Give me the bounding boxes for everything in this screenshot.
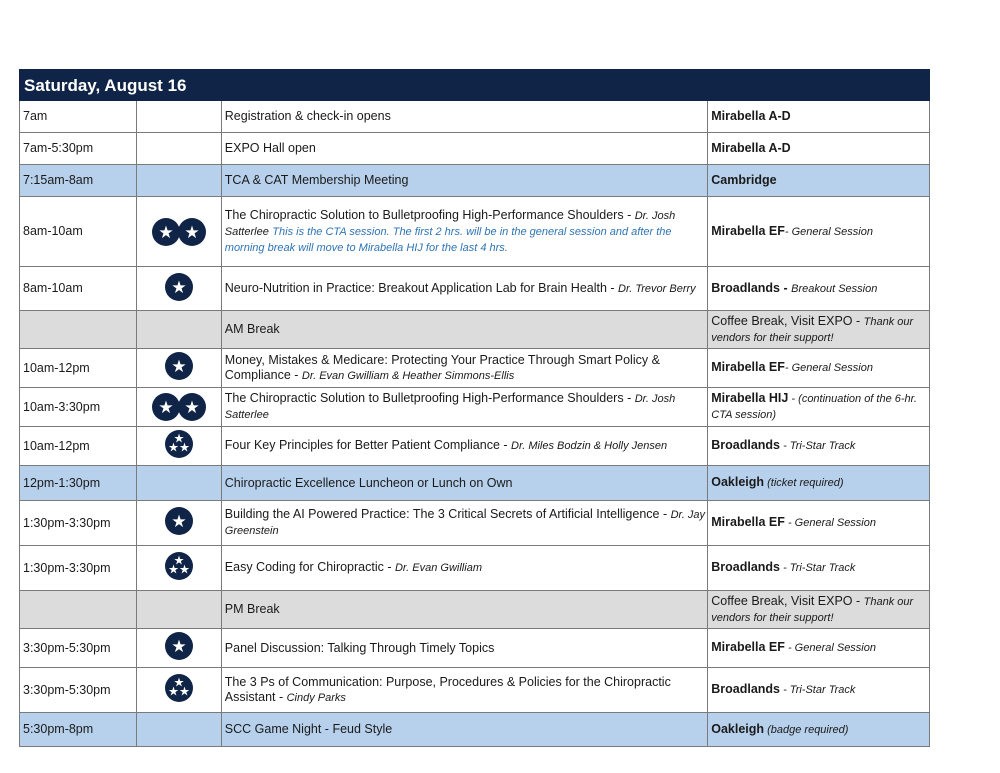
room-cell [708, 349, 930, 387]
time-text: 3:30pm-5:30pm [23, 640, 111, 655]
double-star-icon [152, 218, 206, 246]
room-detail: Thank our vendors for their support! [711, 595, 914, 624]
room-text [711, 360, 873, 376]
room-cell [708, 101, 930, 132]
session-speaker: Cindy Parks [286, 691, 346, 704]
session-title: Chiropractic Excellence Luncheon or Lunch on Own [224, 475, 513, 490]
track-icon-cell [137, 629, 222, 667]
time-text: 10am-3:30pm [23, 399, 101, 414]
session-cell [222, 165, 708, 196]
room-name: Mirabella EF [711, 640, 785, 654]
session-cell [222, 388, 708, 426]
session-title: Neuro-Nutrition in Practice: Breakout Application Lab for Brain Health - [224, 280, 619, 295]
session-cell [222, 466, 708, 500]
track-icon-cell [137, 466, 222, 500]
track-icon-cell [137, 713, 222, 746]
room-detail: - General Session [784, 225, 873, 238]
time-text: 10am-12pm [23, 360, 90, 375]
schedule-row [19, 165, 930, 197]
time-cell [20, 466, 137, 500]
room-text [711, 141, 790, 156]
time-text: 8am-10am [23, 224, 83, 238]
track-icon-cell [137, 668, 222, 712]
single-star-icon [165, 273, 193, 305]
session-cell [222, 267, 708, 310]
room-name: Broadlands - [711, 280, 792, 295]
session-text [225, 476, 513, 491]
room-text [711, 722, 848, 738]
single-star-icon [165, 632, 193, 664]
session-cell [222, 668, 708, 712]
time-text: 8am-10am [23, 281, 83, 295]
room-detail: - Tri-Star Track [780, 440, 856, 452]
time-cell [20, 427, 137, 465]
room-detail: Thank our vendors for their support! [711, 315, 914, 344]
time-cell [20, 629, 137, 667]
single-star-icon [165, 352, 193, 384]
room-name: Coffee Break, Visit EXPO - [711, 593, 864, 608]
session-text [225, 281, 696, 297]
schedule-rows [19, 101, 930, 747]
track-icon-cell [137, 501, 222, 545]
room-name: Oakleigh [711, 721, 765, 736]
room-name: Mirabella A-D [711, 141, 791, 155]
room-cell [708, 668, 930, 712]
track-icon-cell [137, 101, 222, 132]
room-detail: - General Session [784, 642, 876, 654]
schedule-row [19, 668, 930, 713]
tri-star-icon [165, 552, 193, 584]
session-speaker: Dr. Evan Gwilliam & Heather Simmons-Ellis [301, 369, 515, 382]
track-icon-cell [137, 546, 222, 590]
schedule-row [19, 101, 930, 133]
session-speaker: Dr. Jay Greenstein [224, 509, 706, 537]
session-title: The Chiropractic Solution to Bulletproofing High-Performance Shoulders - [224, 391, 635, 405]
track-icon-cell [137, 165, 222, 196]
session-title: Panel Discussion: Talking Through Timely Topics [224, 640, 495, 655]
room-text [711, 281, 877, 297]
session-title: Building the AI Powered Practice: The 3 Critical Secrets of Artificial Intelligence - [224, 507, 671, 521]
room-text [711, 594, 927, 626]
room-cell [708, 427, 930, 465]
room-cell [708, 388, 930, 426]
room-cell [708, 629, 930, 667]
time-cell [20, 668, 137, 712]
room-name: Broadlands [711, 560, 781, 574]
session-cell [222, 197, 708, 266]
session-speaker: Dr. Trevor Berry [618, 282, 696, 295]
single-star-icon [165, 507, 193, 539]
track-icon-cell [137, 267, 222, 310]
track-icon-cell [137, 311, 222, 348]
schedule-row [19, 349, 930, 388]
room-name: Coffee Break, Visit EXPO - [711, 313, 864, 328]
room-name: Mirabella HIJ [711, 391, 789, 405]
session-speaker: Dr. Josh Satterlee [224, 393, 676, 421]
session-text [225, 602, 280, 617]
session-title: TCA & CAT Membership Meeting [224, 173, 409, 187]
time-text: 12pm-1:30pm [23, 475, 101, 490]
room-cell [708, 591, 930, 628]
schedule-row [19, 466, 930, 501]
room-detail: - General Session [784, 517, 876, 529]
room-text [711, 682, 855, 698]
time-cell [20, 133, 137, 164]
session-title: AM Break [224, 322, 280, 336]
session-text [225, 438, 667, 454]
session-cell [222, 591, 708, 628]
schedule-row [19, 629, 930, 668]
session-cell [222, 133, 708, 164]
session-text [225, 675, 705, 706]
schedule-row [19, 197, 930, 267]
session-title: SCC Game Night - Feud Style [224, 722, 393, 736]
schedule-row [19, 267, 930, 311]
session-speaker: Dr. Miles Bodzin & Holly Jensen [511, 440, 668, 452]
track-icon-cell [137, 591, 222, 628]
room-name: Mirabella EF [711, 360, 785, 374]
time-cell [20, 165, 137, 196]
session-cell [222, 546, 708, 590]
session-text [225, 208, 705, 256]
room-text [711, 640, 876, 656]
session-text [225, 641, 495, 656]
room-detail: - (continuation of the 6-hr. CTA session) [711, 393, 917, 421]
room-text [711, 224, 873, 240]
session-note: This is the CTA session. The first 2 hrs. will be in the general session and after the morning break will move to Mirabella HIJ for the last 4 hrs. [224, 225, 672, 254]
session-title: Easy Coding for Chiropractic - [224, 560, 395, 574]
time-text: 7am-5:30pm [23, 141, 94, 155]
double-star-icon [152, 393, 206, 421]
room-cell [708, 267, 930, 310]
room-detail: - Tri-Star Track [780, 684, 856, 696]
track-icon-cell [137, 388, 222, 426]
room-cell [708, 133, 930, 164]
room-text [711, 560, 855, 576]
room-cell [708, 311, 930, 348]
session-title: The 3 Ps of Communication: Purpose, Procedures & Policies for the Chiropractic Assistant - [224, 674, 671, 704]
session-title: The Chiropractic Solution to Bulletproofing High-Performance Shoulders - [224, 207, 635, 222]
time-cell [20, 349, 137, 387]
schedule-row [19, 591, 930, 629]
session-title: PM Break [224, 602, 280, 616]
room-name: Broadlands [711, 682, 781, 696]
room-cell [708, 165, 930, 196]
room-detail: Breakout Session [791, 282, 878, 295]
session-text [225, 507, 705, 539]
room-name: Broadlands [711, 438, 781, 452]
schedule-row [19, 388, 930, 427]
schedule-row [19, 546, 930, 591]
schedule-row [19, 713, 930, 747]
room-detail: (badge required) [764, 723, 849, 736]
room-cell [708, 713, 930, 746]
session-cell [222, 349, 708, 387]
time-cell [20, 197, 137, 266]
session-text [225, 322, 280, 337]
time-text: 7:15am-8am [23, 173, 94, 187]
session-text [225, 353, 705, 384]
session-cell [222, 501, 708, 545]
schedule-row [19, 427, 930, 466]
track-icon-cell [137, 349, 222, 387]
track-icon-cell [137, 197, 222, 266]
session-title: EXPO Hall open [224, 141, 316, 155]
time-text: 7am [23, 109, 48, 123]
time-text: 3:30pm-5:30pm [23, 682, 111, 697]
day-header: Saturday, August 16 [19, 69, 930, 101]
session-cell [222, 101, 708, 132]
session-title: Four Key Principles for Better Patient Compliance - [224, 438, 512, 452]
time-text: 1:30pm-3:30pm [23, 515, 111, 530]
tri-star-icon [165, 430, 193, 462]
room-text [711, 314, 927, 346]
room-text [711, 391, 927, 423]
track-icon-cell [137, 133, 222, 164]
room-cell [708, 466, 930, 500]
room-detail: (ticket required) [764, 477, 844, 489]
session-speaker: Dr. Evan Gwilliam [394, 562, 482, 574]
room-cell [708, 197, 930, 266]
schedule-row [19, 501, 930, 546]
time-cell [20, 388, 137, 426]
session-text [225, 560, 482, 576]
time-cell [20, 546, 137, 590]
room-name: Mirabella A-D [711, 109, 791, 123]
room-name: Cambridge [711, 173, 777, 187]
session-text [225, 141, 316, 156]
session-text [225, 109, 391, 124]
room-cell [708, 546, 930, 590]
room-detail: - General Session [784, 362, 873, 374]
room-name: Oakleigh [711, 475, 765, 489]
track-icon-cell [137, 427, 222, 465]
room-text [711, 475, 843, 491]
schedule-row [19, 311, 930, 349]
time-cell [20, 101, 137, 132]
room-name: Mirabella EF [711, 223, 785, 238]
time-cell [20, 591, 137, 628]
session-text [225, 722, 392, 737]
room-text [711, 515, 876, 531]
session-cell [222, 629, 708, 667]
session-text [225, 173, 409, 188]
room-text [711, 173, 776, 188]
time-text: 1:30pm-3:30pm [23, 560, 111, 575]
session-text [225, 391, 705, 423]
time-cell [20, 501, 137, 545]
session-speaker: Dr. Josh Satterlee [224, 209, 676, 238]
room-cell [708, 501, 930, 545]
session-title: Money, Mistakes & Medicare: Protecting Your Practice Through Smart Policy & Compliance - [224, 352, 660, 382]
room-detail: - Tri-Star Track [780, 562, 856, 574]
session-title: Registration & check-in opens [224, 109, 391, 123]
session-cell [222, 713, 708, 746]
room-text [711, 438, 855, 454]
tri-star-icon [165, 674, 193, 706]
session-cell [222, 311, 708, 348]
time-cell [20, 311, 137, 348]
time-cell [20, 713, 137, 746]
session-cell [222, 427, 708, 465]
time-text: 5:30pm-8pm [23, 722, 94, 736]
schedule-table [19, 69, 930, 747]
room-name: Mirabella EF [711, 515, 785, 529]
room-text [711, 109, 790, 124]
schedule-row [19, 133, 930, 165]
time-cell [20, 267, 137, 310]
time-text: 10am-12pm [23, 438, 90, 453]
